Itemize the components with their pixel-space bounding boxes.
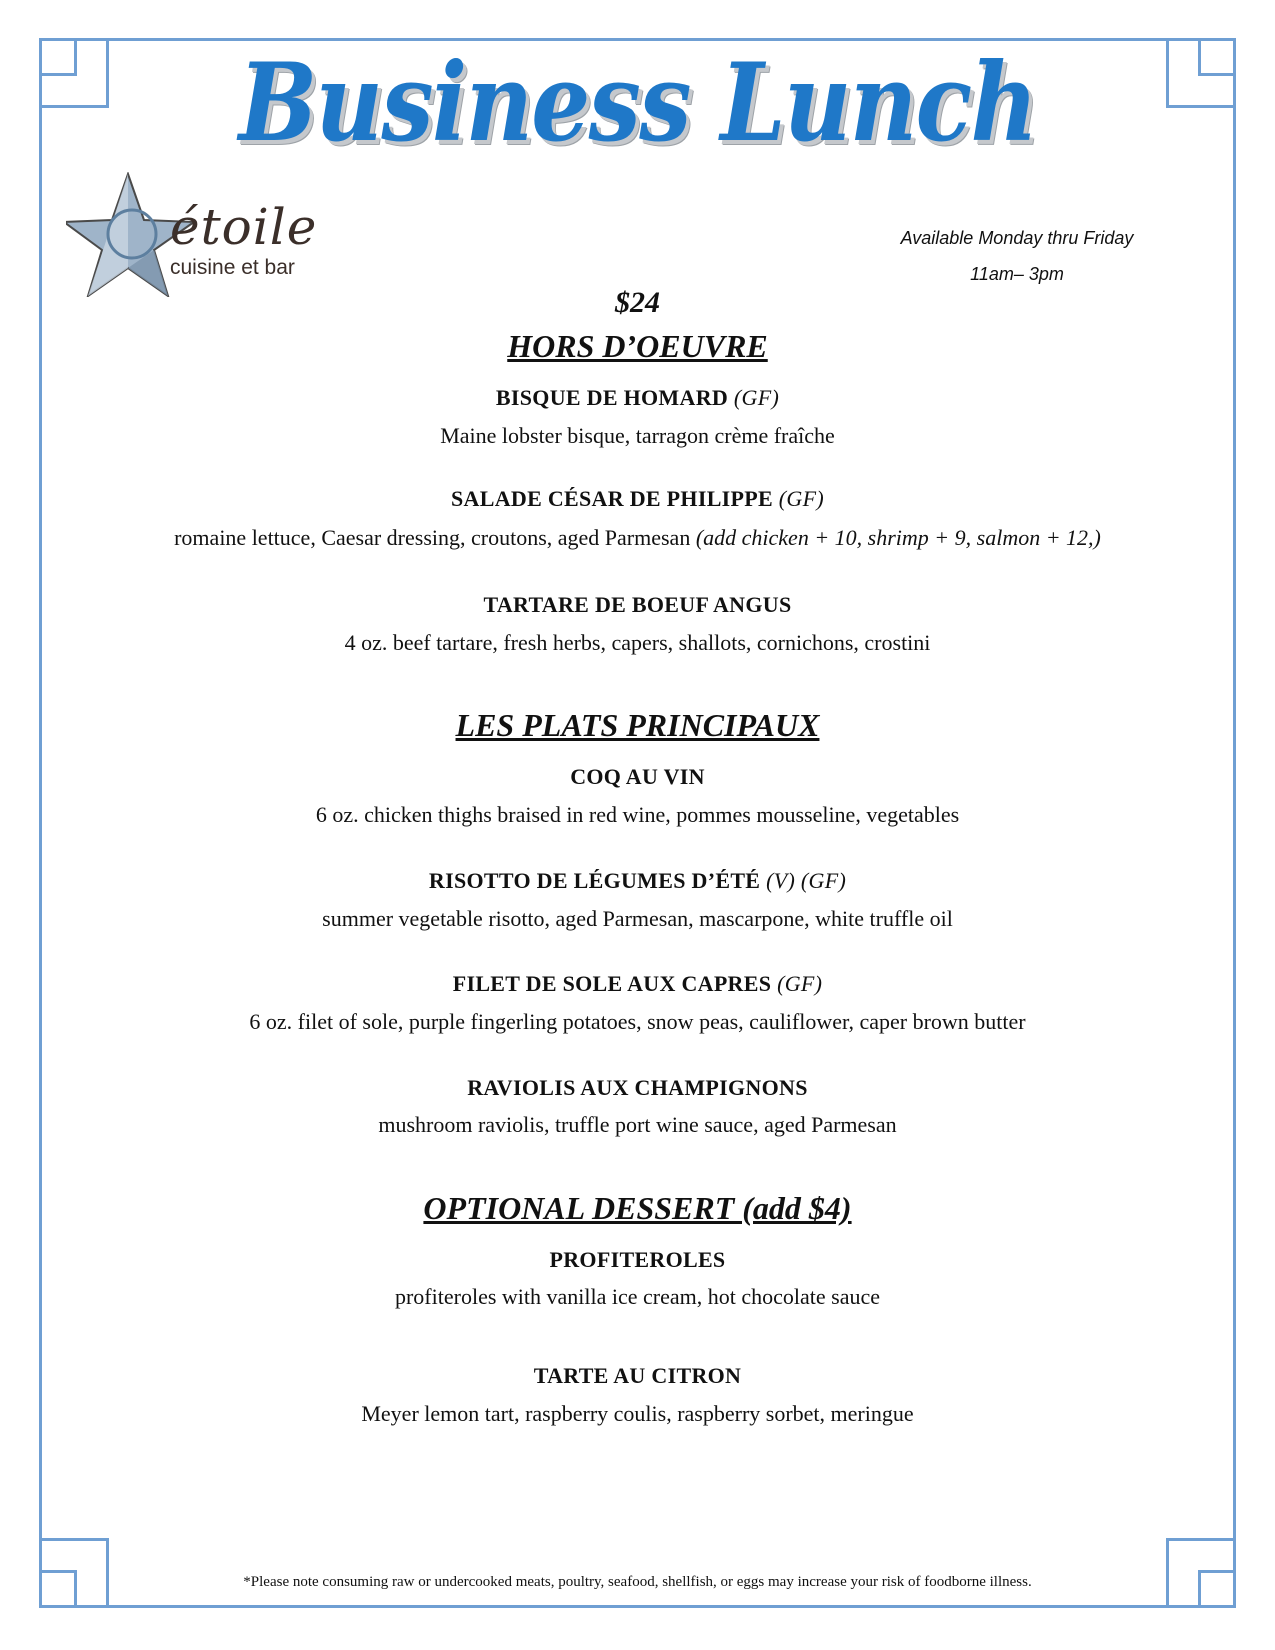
- menu-item-description: 6 oz. filet of sole, purple fingerling potatoes, snow peas, cauliflower, caper brown butter: [249, 1009, 1026, 1034]
- menu-item-description: 4 oz. beef tartare, fresh herbs, capers, shallots, cornichons, crostini: [344, 630, 931, 655]
- availability-hours: 11am– 3pm: [970, 264, 1064, 284]
- logo-subtitle: cuisine et bar: [170, 256, 295, 279]
- menu-item-description: Maine lobster bisque, tarragon crème fraîche: [440, 423, 835, 448]
- section-heading-hors-doeuvre: HORS D’OEUVRE: [507, 328, 768, 364]
- availability-days: Available Monday thru Friday: [900, 228, 1134, 248]
- menu-item-description: Meyer lemon tart, raspberry coulis, raspberry sorbet, meringue: [361, 1401, 914, 1426]
- menu-item-name: RAVIOLIS AUX CHAMPIGNONS: [467, 1075, 808, 1100]
- menu-price: $24: [615, 286, 660, 319]
- dietary-tag: (V) (GF): [766, 868, 847, 893]
- corner-ornament-bottom-left: [39, 1538, 109, 1608]
- menu-item-name: TARTE AU CITRON: [533, 1363, 742, 1388]
- menu-item-name: TARTARE DE BOEUF ANGUS: [483, 592, 792, 617]
- menu-item-description: romaine lettuce, Caesar dressing, croutons, aged Parmesan (add chicken + 10, shrimp + 9, salmon + 12,): [174, 525, 1101, 550]
- menu-item-name: SALADE CÉSAR DE PHILIPPE (GF): [451, 486, 824, 511]
- menu-item-name: RISOTTO DE LÉGUMES D’ÉTÉ (V) (GF): [428, 868, 847, 893]
- menu-item-description: mushroom raviolis, truffle port wine sauce, aged Parmesan: [378, 1112, 897, 1137]
- add-on-note: (add chicken + 10, shrimp + 9, salmon + 12,): [695, 525, 1101, 550]
- dietary-tag: (GF): [778, 486, 824, 511]
- food-safety-footnote: *Please note consuming raw or undercooked meats, poultry, seafood, shellfish, or eggs may increase your risk of foodborne illness.: [243, 1574, 1032, 1590]
- menu-item-description: summer vegetable risotto, aged Parmesan, mascarpone, white truffle oil: [322, 906, 953, 931]
- page-title: Business Lunch: [238, 40, 1037, 166]
- menu-item-name: PROFITEROLES: [549, 1247, 726, 1272]
- corner-ornament-bottom-right: [1166, 1538, 1236, 1608]
- dietary-tag: (GF): [733, 385, 780, 410]
- logo-name: étoile: [170, 198, 318, 256]
- section-heading-plats-principaux: LES PLATS PRINCIPAUX: [455, 707, 820, 743]
- menu-item-name: COQ AU VIN: [570, 764, 705, 789]
- availability: [877, 220, 1157, 292]
- menu-item-description: 6 oz. chicken thighs braised in red wine, pommes mousseline, vegetables: [315, 802, 960, 827]
- menu-item-name: FILET DE SOLE AUX CAPRES (GF): [452, 971, 823, 996]
- section-heading-dessert: OPTIONAL DESSERT (add $4): [423, 1190, 852, 1226]
- menu-item-name: BISQUE DE HOMARD (GF): [495, 385, 780, 410]
- dietary-tag: (GF): [777, 971, 823, 996]
- menu-item-description: profiteroles with vanilla ice cream, hot chocolate sauce: [394, 1284, 880, 1309]
